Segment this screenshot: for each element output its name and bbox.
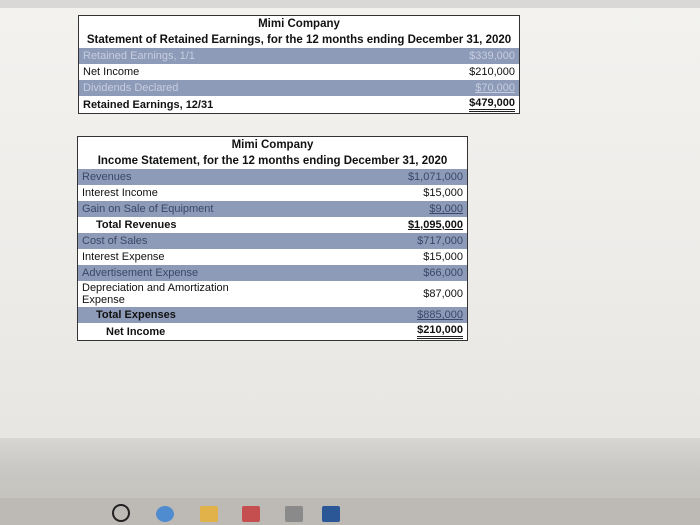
table-row[interactable] xyxy=(78,249,468,265)
table-row[interactable] xyxy=(78,323,468,341)
is-net-income-cell[interactable] xyxy=(354,323,467,341)
folder-icon[interactable] xyxy=(285,506,303,522)
is-total-expenses-value: $885,000 xyxy=(417,309,463,321)
re-beginning-label[interactable]: Retained Earnings, 1/1 xyxy=(79,48,396,64)
is-total-revenues-cell[interactable] xyxy=(354,217,467,233)
income-statement xyxy=(77,136,468,341)
is-interest-income-label[interactable]: Interest Income xyxy=(78,185,355,201)
is-interest-expense-label[interactable]: Interest Expense xyxy=(78,249,355,265)
is-depreciation-label-line1: Depreciation and Amortization xyxy=(82,282,229,294)
table-row[interactable] xyxy=(78,217,468,233)
table-row[interactable] xyxy=(79,64,520,80)
start-circle-icon[interactable] xyxy=(112,504,130,522)
is-title: Income Statement, for the 12 months ending December 31, 2020 xyxy=(97,155,448,167)
table-row[interactable] xyxy=(78,281,468,307)
re-company-row xyxy=(79,16,520,33)
is-gain-label[interactable]: Gain on Sale of Equipment xyxy=(78,201,355,217)
table-row[interactable] xyxy=(79,80,520,96)
table-row[interactable] xyxy=(78,265,468,281)
table-row[interactable] xyxy=(78,201,468,217)
re-net-income-value[interactable]: $210,000 xyxy=(395,64,519,80)
is-cost-of-sales-value[interactable]: $717,000 xyxy=(354,233,467,249)
re-title-row xyxy=(79,32,520,48)
is-net-income-value: $210,000 xyxy=(417,324,463,339)
is-total-expenses-cell[interactable] xyxy=(354,307,467,323)
is-revenues-value[interactable]: $1,071,000 xyxy=(354,169,467,185)
is-total-revenues-label[interactable]: Total Revenues xyxy=(78,217,355,233)
is-interest-expense-value[interactable]: $15,000 xyxy=(354,249,467,265)
is-depreciation-label-line2: Expense xyxy=(82,294,125,306)
table-row[interactable] xyxy=(78,169,468,185)
re-ending-cell[interactable] xyxy=(395,96,519,114)
re-title: Statement of Retained Earnings, for the 12 months ending December 31, 2020 xyxy=(86,34,512,46)
retained-earnings-statement xyxy=(78,15,520,114)
is-depreciation-label[interactable] xyxy=(78,281,355,307)
top-toolbar-edge xyxy=(0,0,700,8)
taskbar-strip xyxy=(0,498,700,525)
is-gain-value: $9,000 xyxy=(429,203,463,215)
taskbar xyxy=(0,438,700,525)
re-ending-value: $479,000 xyxy=(469,97,515,112)
re-company: Mimi Company xyxy=(258,18,340,30)
is-net-income-label[interactable]: Net Income xyxy=(78,323,355,341)
re-ending-label[interactable]: Retained Earnings, 12/31 xyxy=(79,96,396,114)
is-advertisement-value[interactable]: $66,000 xyxy=(354,265,467,281)
table-row[interactable] xyxy=(78,185,468,201)
table-row[interactable] xyxy=(78,307,468,323)
is-advertisement-label[interactable]: Advertisement Expense xyxy=(78,265,355,281)
re-dividends-cell[interactable] xyxy=(395,80,519,96)
is-company: Mimi Company xyxy=(231,139,314,151)
re-dividends-value: $70,000 xyxy=(475,82,515,94)
word-icon[interactable] xyxy=(322,506,340,522)
is-depreciation-value[interactable]: $87,000 xyxy=(354,281,467,307)
is-cost-of-sales-label[interactable]: Cost of Sales xyxy=(78,233,355,249)
is-title-row xyxy=(78,153,468,169)
is-gain-cell[interactable] xyxy=(354,201,467,217)
table-row[interactable] xyxy=(79,96,520,114)
is-total-revenues-value: $1,095,000 xyxy=(407,219,463,231)
file-explorer-icon[interactable] xyxy=(200,506,218,522)
is-revenues-label[interactable]: Revenues xyxy=(78,169,355,185)
table-row[interactable] xyxy=(79,48,520,64)
re-net-income-label[interactable]: Net Income xyxy=(79,64,396,80)
table-row[interactable] xyxy=(78,233,468,249)
is-company-row xyxy=(78,137,468,154)
is-total-expenses-label[interactable]: Total Expenses xyxy=(78,307,355,323)
re-beginning-value[interactable]: $339,000 xyxy=(395,48,519,64)
edge-icon[interactable] xyxy=(156,506,174,522)
store-icon[interactable] xyxy=(242,506,260,522)
re-dividends-label[interactable]: Dividends Declared xyxy=(79,80,396,96)
is-interest-income-value[interactable]: $15,000 xyxy=(354,185,467,201)
